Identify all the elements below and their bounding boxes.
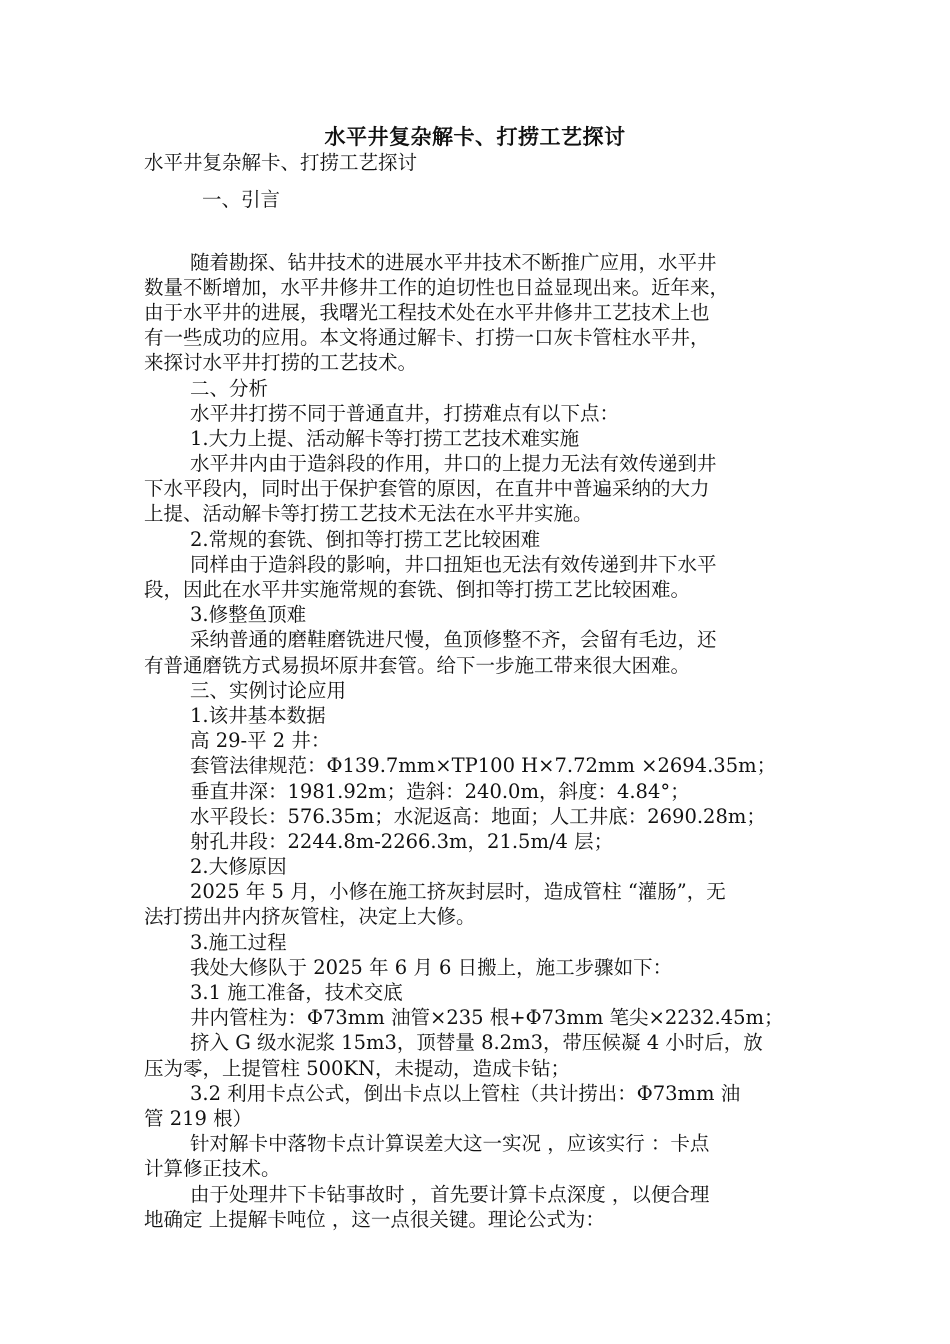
paragraph-line: 挤入 G 级水泥浆 15m3，顶替量 8.2m3，带压候凝 4 小时后，放 <box>190 1031 763 1055</box>
paragraph-line: 下水平段内，同时出于保护套管的原因，在直井中普遍采纳的大力 <box>144 477 710 501</box>
data-line: 水平段长：576.35m；水泥返高：地面；人工井底：2690.28m； <box>190 804 766 828</box>
subheading-line: 3.2 利用卡点公式，倒出卡点以上管柱（共计捞出：Φ73mm 油 <box>190 1081 741 1105</box>
subheading-line: 2.大修原因 <box>190 855 287 879</box>
subheading-line: 3.施工过程 <box>190 930 287 954</box>
paragraph-line: 随着勘探、钻井技术的进展水平井技术不断推广应用，水平井 <box>190 250 717 274</box>
section-heading-intro: 一、引言 <box>202 188 281 212</box>
subheading-line: 1.大力上提、活动解卡等打捞工艺技术难实施 <box>190 426 580 450</box>
data-line: 套管法律规范：Φ139.7mm×TP100 H×7.72mm ×2694.35m； <box>190 754 777 778</box>
section-heading-analysis: 二、分析 <box>190 376 269 400</box>
data-line: 垂直井深：1981.92m；造斜：240.0m，斜度：4.84°； <box>190 779 690 803</box>
data-line: 射孔井段：2244.8m-2266.3m，21.5m/4 层； <box>190 829 614 853</box>
paragraph-line: 段，因此在水平井实施常规的套铣、倒扣等打捞工艺比较困难。 <box>144 578 691 601</box>
subheading-line: 3.1 施工准备，技术交底 <box>190 981 403 1004</box>
paragraph-line: 计算修正技术。 <box>144 1157 281 1181</box>
paragraph-line: 法打捞出井内挤灰管柱，决定上大修。 <box>144 905 476 929</box>
paragraph-line: 地确定 上提解卡吨位 ，这一点很关键。理论公式为： <box>144 1207 605 1231</box>
subheading-line: 3.修整鱼顶难 <box>190 603 307 627</box>
subtitle-line: 水平井复杂解卡、打捞工艺探讨 <box>144 151 418 174</box>
paragraph-line: 来探讨水平井打捞的工艺技术。 <box>144 351 418 375</box>
paragraph-line: 数量不断增加，水平井修井工作的迫切性也日益显现出来。近年来， <box>144 275 730 299</box>
paragraph-line: 有一些成功的应用。本文将通过解卡、打捞一口灰卡管柱水平井， <box>144 326 710 350</box>
paragraph-line: 上提、活动解卡等打捞工艺技术无法在水平井实施。 <box>144 502 593 526</box>
paragraph-line: 同样由于造斜段的影响，井口扭矩也无法有效传递到井下水平 <box>190 552 717 576</box>
paragraph-line: 水平井打捞不同于普通直井，打捞难点有以下点： <box>190 401 620 425</box>
paragraph-line: 有普通磨铣方式易损坏原井套管。给下一步施工带来很大困难。 <box>144 653 691 677</box>
document-body <box>144 150 814 1232</box>
paragraph-line: 针对解卡中落物卡点计算误差大这一实况 ，应该实行 ：卡点 <box>190 1132 710 1156</box>
subheading-line: 1.该井基本数据 <box>190 703 326 727</box>
paragraph-line: 2025 年 5 月，小修在施工挤灰封层时，造成管柱 “灌肠”，无 <box>190 880 726 904</box>
paragraph-line: 压为零，上提管柱 500KN，未提动，造成卡钻； <box>144 1056 571 1080</box>
paragraph-line: 由于处理井下卡钻事故时 ，首先要计算卡点深度 ，以便合理 <box>190 1182 710 1206</box>
paragraph-line: 采纳普通的磨鞋磨铣进尺慢，鱼顶修整不齐，会留有毛边，还 <box>190 628 717 652</box>
paragraph-line: 由于水平井的进展，我曙光工程技术处在水平井修井工艺技术上也 <box>144 300 710 324</box>
paragraph-line: 水平井内由于造斜段的作用，井口的上提力无法有效传递到井 <box>190 452 717 476</box>
data-line: 高 29-平 2 井： <box>190 729 331 753</box>
document-title: 水平井复杂解卡、打捞工艺探讨 <box>324 124 626 149</box>
subheading-line: 2.常规的套铣、倒扣等打捞工艺比较困难 <box>190 527 541 551</box>
subheading-line: 管 219 根） <box>144 1106 253 1130</box>
section-heading-case: 三、实例讨论应用 <box>190 678 347 702</box>
data-line: 井内管柱为：Φ73mm 油管×235 根+Φ73mm 笔尖×2232.45m； <box>190 1006 784 1030</box>
paragraph-line: 我处大修队于 2025 年 6 月 6 日搬上，施工步骤如下： <box>190 955 673 979</box>
